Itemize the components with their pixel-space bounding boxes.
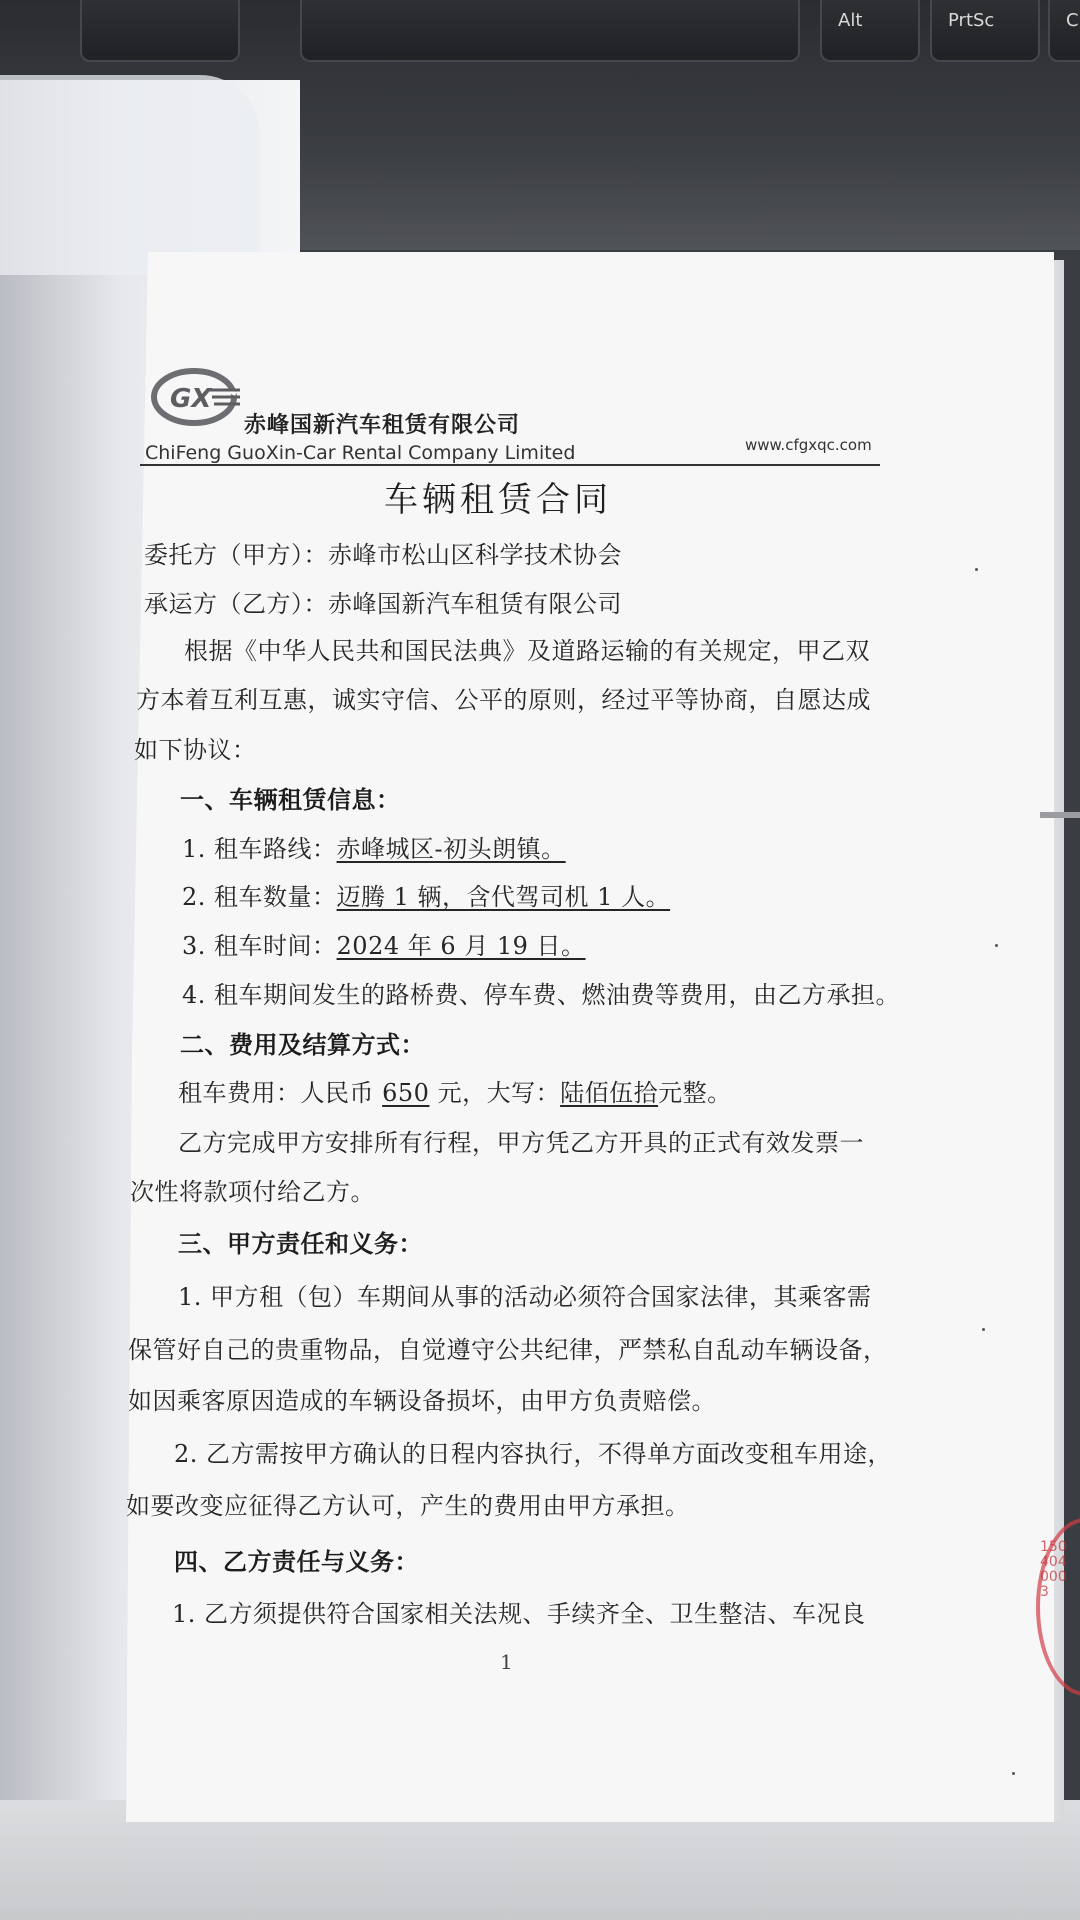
route-value: 赤峰城区-初头朗镇。 [336,835,566,863]
route-label: 1. 租车路线： [182,835,337,863]
header-divider [140,464,880,466]
fees-line: 4. 租车期间发生的路桥费、停车费、燃油费等费用，由乙方承担。 [182,981,901,1009]
count-value: 迈腾 1 辆，含代驾司机 1 人。 [336,883,671,911]
company-name-en: ChiFeng GuoXin-Car Rental Company Limited [145,442,576,464]
s4-item1-line-1: 1. 乙方须提供符合国家相关法规、手续齐全、卫生整洁、车况良 [172,1600,866,1628]
settlement-line-2: 次性将款项付给乙方。 [130,1178,375,1206]
intro-line-2: 方本着互利互惠，诚实守信、公平的原则，经过平等协商，自愿达成 [136,686,871,714]
logo-letters: GX [170,384,212,414]
s3-item1-line-1: 1. 甲方租（包）车期间从事的活动必须符合国家法律，其乘客需 [178,1283,872,1311]
settlement-line-1: 乙方完成甲方安排所有行程，甲方凭乙方开具的正式有效发票一 [178,1129,864,1157]
s3-item2-line-1: 2. 乙方需按甲方确认的日程内容执行，不得单方面改变租车用途， [174,1440,893,1468]
section-2-heading: 二、费用及结算方式： [180,1031,425,1059]
route-line [182,829,566,864]
company-website: www.cfgxqc.com [745,436,872,454]
time-line [182,926,586,961]
prtsc-key: PrtSc [930,0,1040,62]
plastic-sheet [0,75,260,275]
fee-amount: 650 [382,1079,430,1107]
paper-speck [995,944,998,947]
section-4-heading: 四、乙方责任与义务： [174,1548,419,1576]
section-1-heading: 一、车辆租赁信息： [180,786,401,814]
party-b-line [144,584,622,619]
time-value: 2024 年 6 月 19 日。 [336,932,586,960]
section-3-heading: 三、甲方责任和义务： [178,1230,423,1258]
party-b-name: 赤峰国新汽车租赁有限公司 [328,590,622,618]
page-number: 1 [500,1650,513,1674]
fee-words: 陆佰伍拾 [560,1079,659,1107]
party-a-line [144,535,622,570]
c-key: C [1048,0,1080,62]
binder-clip [1040,812,1080,818]
party-b-label: 承运方（乙方）： [144,590,328,618]
fee-line [178,1073,732,1108]
fee-mid: 元，大写： [429,1079,561,1107]
paper-speck [975,568,978,571]
party-a-name: 赤峰市松山区科学技术协会 [328,541,622,569]
intro-line-3: 如下协议： [134,736,257,764]
count-line [182,877,670,912]
s3-item1-line-3: 如因乘客原因造成的车辆设备损坏，由甲方负责赔偿。 [128,1387,716,1415]
fee-suffix: 元整。 [658,1079,732,1107]
spacebar-key [300,0,800,62]
intro-line-1: 根据《中华人民共和国民法典》及道路运输的有关规定，甲乙双 [184,637,870,665]
s3-item1-line-2: 保管好自己的贵重物品，自觉遵守公共纪律，严禁私自乱动车辆设备， [128,1336,888,1364]
seal-stamp-digits: 1504040003 [1040,1539,1067,1600]
fee-prefix: 租车费用：人民币 [178,1079,383,1107]
contract-title: 车辆租赁合同 [384,480,612,520]
time-label: 3. 租车时间： [182,932,337,960]
count-label: 2. 租车数量： [182,883,337,911]
paper-speck [982,1328,985,1331]
party-a-label: 委托方（甲方）： [144,541,328,569]
paper-speck [1012,1772,1015,1775]
alt-key: Alt [820,0,920,62]
company-logo-icon [150,366,242,428]
s3-item2-line-2: 如要改变应征得乙方认可，产生的费用由甲方承担。 [126,1492,690,1520]
keyboard-key [80,0,240,62]
company-name-cn: 赤峰国新汽车租赁有限公司 [244,413,521,438]
